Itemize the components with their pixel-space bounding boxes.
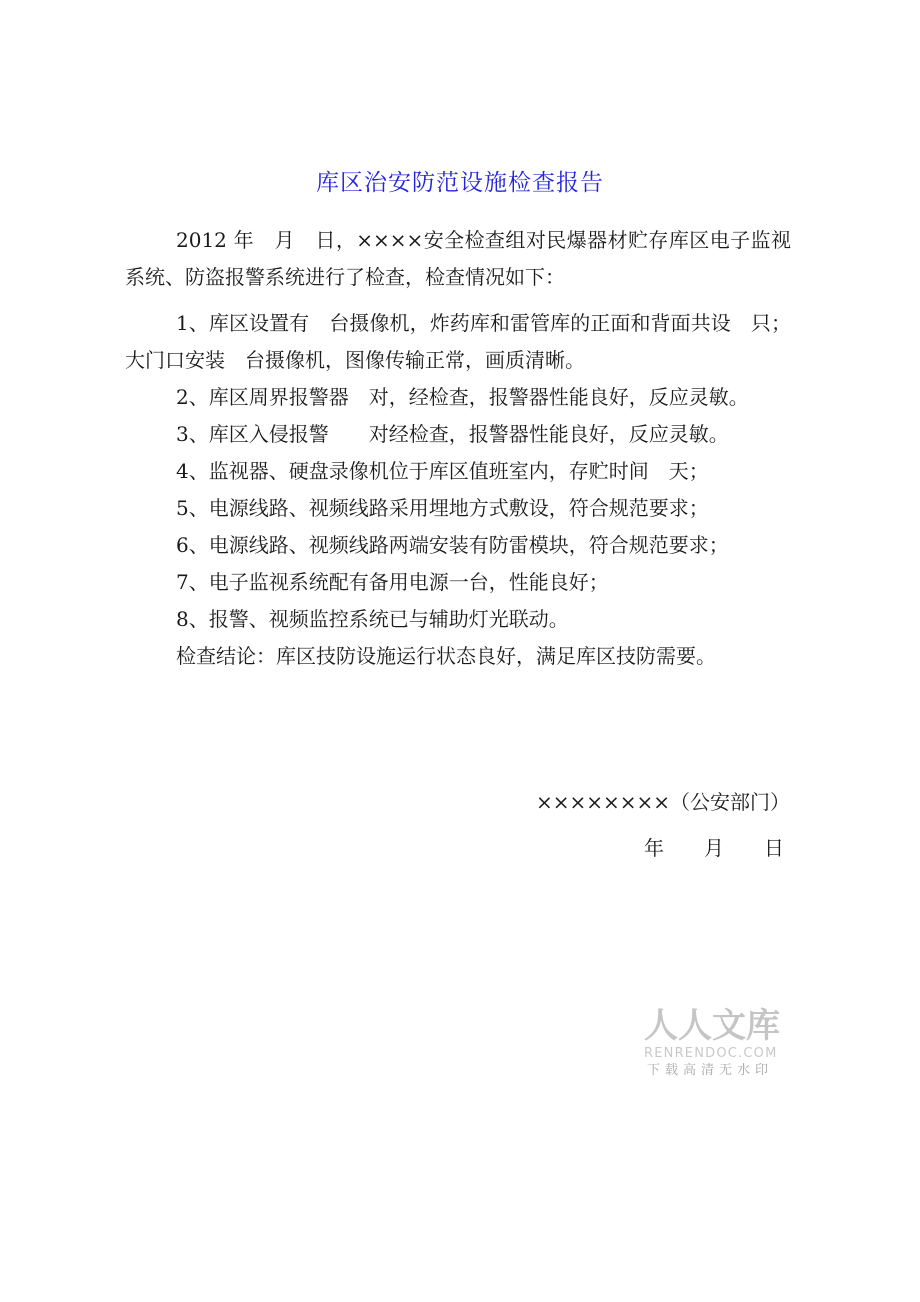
list-item-4: 4、监视器、硬盘录像机位于库区值班室内，存贮时间 天； [176,459,709,483]
document-title: 库区治安防范设施检查报告 [316,170,604,196]
document-body [125,222,791,675]
list-item-8: 8、报警、视频监控系统已与辅助灯光联动。 [176,607,569,631]
list-item-2: 2、库区周界报警器 对，经检查，报警器性能良好，反应灵敏。 [176,385,749,409]
list-item-7: 7、电子监视系统配有备用电源一台，性能良好； [176,570,609,594]
watermark [644,1006,780,1078]
signature-block [536,784,790,867]
conclusion-paragraph: 检查结论：库区技防设施运行状态良好，满足库区技防需要。 [176,644,716,668]
signature-org: ××××××××（公安部门） [535,790,790,814]
list-item-1: 1、库区设置有 台摄像机，炸药库和雷管库的正面和背面共设 只；大门口安装 台摄像机，图像传输正常，画质清晰。 [125,311,791,372]
watermark-brand: 人人文库 [644,1006,780,1046]
intro-paragraph: 2012 年 月 日，××××安全检查组对民爆器材贮存库区电子监视系统、防盗报警系统进行了检查，检查情况如下： [125,228,791,289]
list-item-5: 5、电源线路、视频线路采用埋地方式敷设，符合规范要求； [176,496,709,520]
list-item-3: 3、库区入侵报警 对经检查，报警器性能良好，反应灵敏。 [176,422,729,446]
list-item-6: 6、电源线路、视频线路两端安装有防雷模块，符合规范要求； [176,533,729,557]
watermark-domain: RENRENDOC.COM [644,1046,778,1061]
signature-date: 年 月 日 [644,836,784,860]
watermark-tagline: 下载高清无水印 [646,1063,773,1078]
